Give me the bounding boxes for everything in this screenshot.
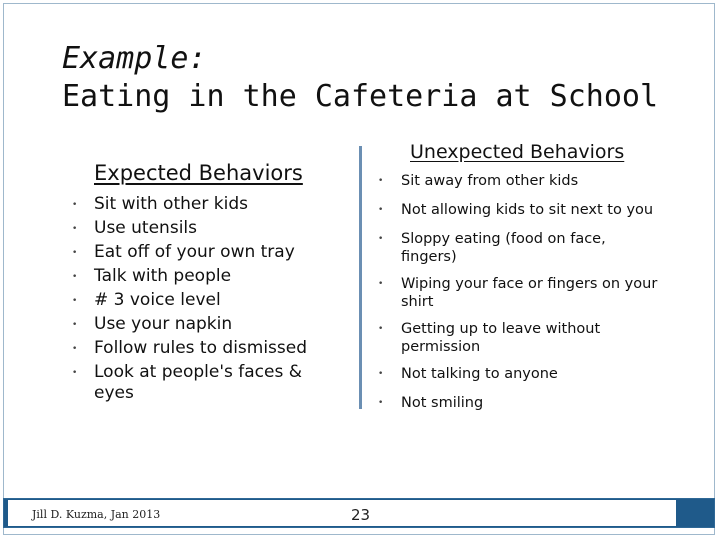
bullet-icon: • [72,200,78,210]
title-line-example: Example: [62,41,207,76]
list-item [72,240,332,264]
bullet-icon: • [72,224,78,234]
page-number: 23 [351,506,371,524]
list-item-text: Getting up to leave without [401,321,601,337]
bullet-icon: • [72,320,78,330]
bullet-icon: • [378,324,384,334]
list-item-text-continued: fingers) [401,249,457,265]
list-item [72,336,332,360]
list-item-text: Not smiling [401,395,484,411]
title-line-topic: Eating in the Cafeteria at School [62,79,659,114]
list-item-text: Use utensils [94,218,197,238]
bullet-icon: • [378,279,384,289]
list-item-text: Follow rules to dismissed [94,338,308,358]
footer-author: Jill D. Kuzma, Jan 2013 [32,508,161,521]
list-item-text: Use your napkin [94,314,233,334]
bullet-icon: • [378,176,384,186]
bullet-icon: • [378,369,384,379]
list-item [378,273,678,311]
list-item [72,360,332,402]
list-item [72,288,332,312]
bullet-icon: • [72,368,78,378]
list-item-text: # 3 voice level [94,290,221,310]
list-item-text: Wiping your face or fingers on your [401,276,658,292]
list-item-text: Not allowing kids to sit next to you [401,202,654,218]
list-item [378,228,678,266]
list-item [378,199,678,221]
list-item [72,192,332,216]
bullet-icon: • [378,205,384,215]
list-item-text: Not talking to anyone [401,366,558,382]
bullet-icon: • [378,234,384,244]
expected-behaviors-list [72,192,332,402]
list-item-text: Talk with people [94,266,232,286]
slide-title [62,40,658,116]
bullet-icon: • [72,272,78,282]
list-item [378,170,678,192]
list-item [378,392,678,414]
list-item-text-continued: shirt [401,294,434,310]
unexpected-behaviors-heading: Unexpected Behaviors [410,141,625,163]
list-item [378,318,678,356]
list-item-text-continued: permission [401,339,481,355]
list-item [378,363,678,385]
list-item-text-continued: eyes [94,383,134,403]
column-divider [359,146,362,409]
bullet-icon: • [72,296,78,306]
list-item-text: Eat off of your own tray [94,242,295,262]
list-item-text: Sit away from other kids [401,173,579,189]
list-item-text: Sit with other kids [94,194,248,214]
list-item-text: Look at people's faces & [94,362,302,382]
bullet-icon: • [72,248,78,258]
list-item [72,216,332,240]
unexpected-behaviors-list [378,170,678,421]
list-item-text: Sloppy eating (food on face, [401,231,606,247]
expected-behaviors-heading: Expected Behaviors [94,161,303,185]
bullet-icon: • [378,398,384,408]
bullet-icon: • [72,344,78,354]
list-item [72,312,332,336]
list-item [72,264,332,288]
